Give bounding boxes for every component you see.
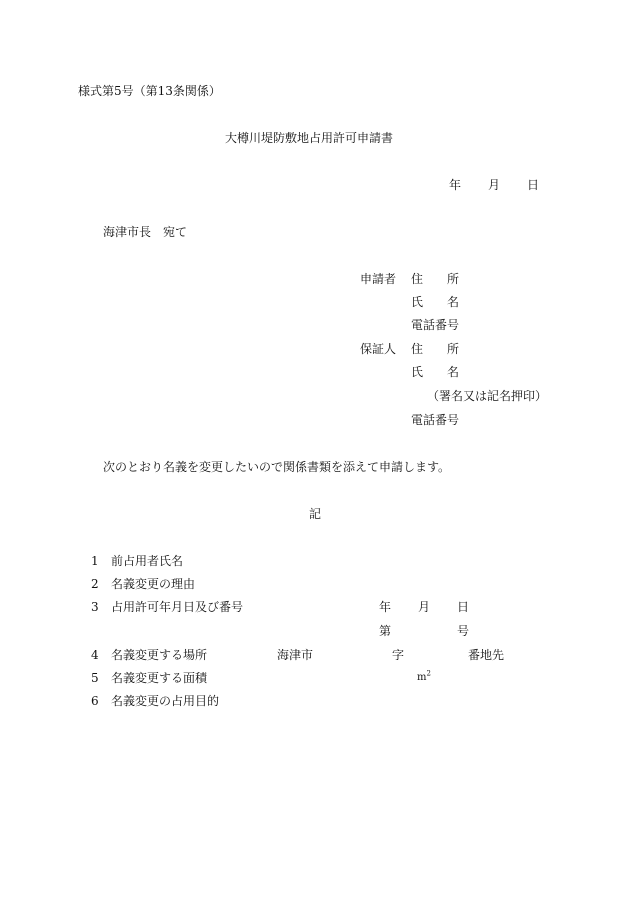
permit-month: 月 — [418, 600, 431, 614]
item-number: 5 — [91, 671, 99, 685]
permit-year: 年 — [379, 600, 392, 614]
location-aza: 字 — [392, 648, 405, 662]
guarantor-label: 保証人 — [360, 342, 397, 356]
document-title: 大樽川堤防敷地占用許可申請書 — [225, 131, 394, 145]
item-number: 4 — [91, 648, 99, 662]
item-label: 名義変更する場所 — [111, 648, 208, 662]
guarantor-phone-label: 電話番号 — [411, 413, 460, 427]
area-unit-exponent: 2 — [426, 669, 431, 678]
area-unit-base: m — [417, 672, 427, 683]
form-number: 様式第5号（第13条関係） — [78, 84, 221, 98]
ki-heading: 記 — [309, 507, 322, 521]
date-day: 日 — [527, 178, 540, 192]
item-label: 占用許可年月日及び番号 — [111, 600, 244, 614]
location-banchi: 番地先 — [468, 648, 505, 662]
area-unit — [417, 671, 431, 685]
item-label: 名義変更の占用目的 — [111, 694, 220, 708]
addressee: 海津市長 宛て — [103, 225, 188, 239]
date-month: 月 — [488, 178, 501, 192]
date-year: 年 — [449, 178, 462, 192]
applicant-phone-label: 電話番号 — [411, 318, 460, 332]
applicant-label: 申請者 — [360, 272, 397, 286]
location-city: 海津市 — [277, 648, 314, 662]
guarantor-address-label: 住 所 — [411, 342, 460, 356]
item-number: 1 — [91, 554, 99, 568]
permit-go: 号 — [457, 624, 470, 638]
item-number: 2 — [91, 577, 99, 591]
guarantor-name-label: 氏 名 — [411, 365, 460, 379]
item-label: 前占用者氏名 — [111, 554, 184, 568]
item-number: 3 — [91, 600, 99, 614]
item-number: 6 — [91, 694, 99, 708]
signature-note: （署名又は記名押印） — [427, 389, 548, 403]
permit-dai: 第 — [379, 624, 392, 638]
intro-text: 次のとおり名義を変更したいので関係書類を添えて申請します。 — [103, 460, 451, 474]
item-label: 名義変更する面積 — [111, 671, 208, 685]
applicant-address-label: 住 所 — [411, 272, 460, 286]
item-label: 名義変更の理由 — [111, 577, 196, 591]
permit-day: 日 — [457, 600, 470, 614]
applicant-name-label: 氏 名 — [411, 295, 460, 309]
